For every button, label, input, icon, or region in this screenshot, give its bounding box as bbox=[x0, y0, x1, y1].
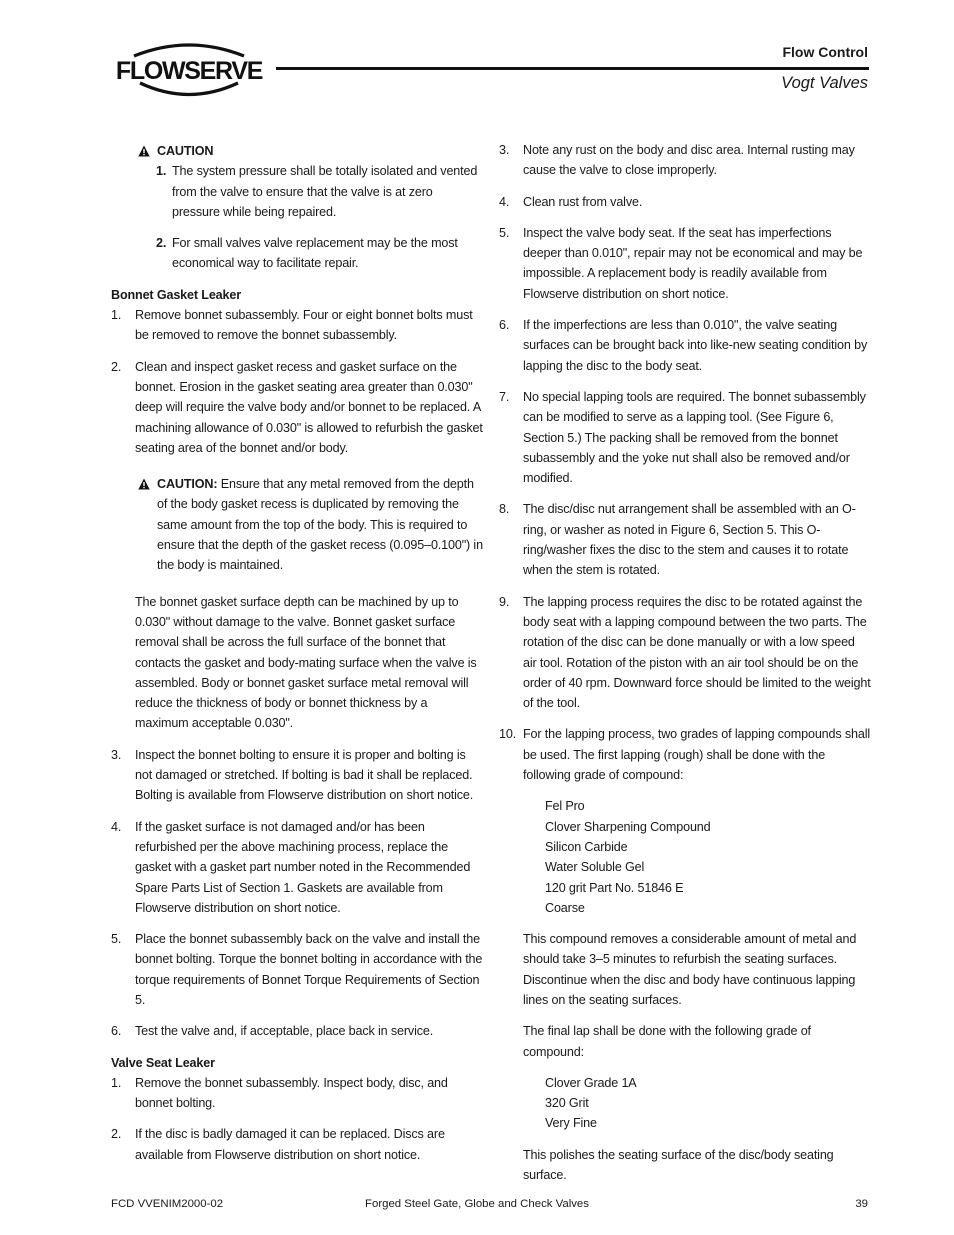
paragraph: The bonnet gasket surface depth can be machined by up to 0.030" without damage to the valve. Bonnet gasket surface removal shall be across the full surface of the bonnet that contacts the gasket and body-mating surface when the valve is assembled. Body or bonnet gasket surface metal removal will reduce the thickness of body or bonnet thickness by a maximum acceptable 0.030". bbox=[135, 594, 477, 731]
list-item: 9. The lapping process requires the disc to be rotated against the body seat with a lapping compound between the two parts. The rotation of the disc can be done manually or with a low speed air tool. Rotation of the piston with an air tool should be on the order of 40 rpm. Downward force should be limited to the weight of the tool. bbox=[499, 594, 871, 711]
list-item: 8. The disc/disc nut arrangement shall be assembled with an O-ring, or washer as noted in Figure 6, Section 5. This O-ring/washer fixes the disc to the stem and causes it to rotate when the stem is rotated. bbox=[499, 502, 856, 578]
list-item: 2. Clean and inspect gasket recess and gasket surface on the bonnet. Erosion in the gasket seating area greater than 0.030" deep will require the valve body and/or bonnet to be replaced. A machining allowance of 0.030" is allowed to refurbish the gasket seating area of the bonnet and/or body. bbox=[111, 359, 483, 455]
warning-icon bbox=[138, 145, 150, 157]
list-item: 7. No special lapping tools are required. The bonnet subassembly can be modified to serve as a lapping tool. (See Figure 6, Section 5.) The packing shall be removed from the bonnet subassembly and the yoke nut shall also be removed and/or modified. bbox=[499, 389, 866, 486]
list-item: 6. Test the valve and, if acceptable, place back in service. bbox=[111, 1024, 434, 1039]
list-item: 4. If the gasket surface is not damaged and/or has been refurbished per the above machining process, replace the gasket with a gasket part number noted in the Recommended Spare Parts List of Section 1. Gaskets are available from Flowserve distribution on short notice. bbox=[111, 819, 471, 915]
footer-doc-code: FCD VVENIM2000-02 bbox=[111, 1198, 224, 1210]
list-item: 5. Inspect the valve body seat. If the seat has imperfections deeper than 0.010", repair may not be economical and may be impossible. A replacement body is readily available from Flowserve distribution on short notice. bbox=[499, 225, 863, 301]
section-heading-bonnet: Bonnet Gasket Leaker bbox=[111, 287, 241, 302]
final-compound-list bbox=[499, 1073, 871, 1134]
left-column bbox=[111, 140, 483, 1165]
warning-icon bbox=[138, 478, 150, 490]
caution-text: Ensure that any metal removed from the depth of the body gasket recess is duplicated by removing the same amount from the top of the body. This is required to ensure that the depth of the gasket recess (0.095–0.100") in the body is maintained. bbox=[157, 477, 483, 573]
list-item: 3. Note any rust on the body and disc area. Internal rusting may cause the valve to close improperly. bbox=[499, 143, 855, 178]
header-division: Flow Control bbox=[782, 44, 868, 60]
list-item: 4. Clean rust from valve. bbox=[499, 194, 643, 209]
list-item: 3. Inspect the bonnet bolting to ensure it is proper and bolting is not damaged or stretched. If bolting is bad it shall be replaced. Bolting is available from Flowserve distribution on short notice. bbox=[111, 747, 474, 803]
compound-line: Clover Sharpening Compound bbox=[545, 819, 711, 834]
list-item: 5. Place the bonnet subassembly back on the valve and install the bonnet bolting. Torque the bonnet bolting in accordance with the torque requirements of Bonnet Torque Requirements of Section 5. bbox=[111, 932, 483, 1007]
compound-line: Very Fine bbox=[545, 1116, 597, 1131]
list-item: 6. If the imperfections are less than 0.010", the valve seating surfaces can be brought back into like-new seating condition by lapping the disc to the body seat. bbox=[499, 318, 868, 373]
caution-item: 2. For small valves valve replacement may be the most economical way to facilitate repair. bbox=[156, 236, 458, 271]
compound-line: Coarse bbox=[545, 900, 585, 915]
list-item: 2. If the disc is badly damaged it can be replaced. Discs are available from Flowserve distribution on short notice. bbox=[111, 1127, 445, 1162]
compound-line: Fel Pro bbox=[545, 799, 585, 814]
list-item: 1. Remove the bonnet subassembly. Inspect body, disc, and bonnet bolting. bbox=[111, 1075, 448, 1111]
compound-line: Water Soluble Gel bbox=[545, 860, 645, 875]
flowserve-logo bbox=[110, 40, 268, 102]
header-brand: Vogt Valves bbox=[781, 74, 868, 92]
paragraph: The final lap shall be done with the following grade of compound: bbox=[523, 1024, 811, 1059]
paragraph: This compound removes a considerable amount of metal and should take 3–5 minutes to refurbish the seating surfaces. Discontinue when the disc and body have continuous lapping lines on the seating surfaces. bbox=[523, 932, 857, 1007]
compound-line: Clover Grade 1A bbox=[545, 1075, 637, 1090]
footer-title: Forged Steel Gate, Globe and Check Valves bbox=[365, 1198, 589, 1210]
caution-label: CAUTION: bbox=[157, 477, 218, 492]
inline-caution bbox=[111, 474, 483, 575]
logo-text: FLOWSERVE bbox=[115, 57, 263, 85]
compound-line: Silicon Carbide bbox=[545, 839, 628, 854]
list-item: 10. For the lapping process, two grades of lapping compounds shall be used. The first lapping (rough) shall be done with the following grade of compound: bbox=[499, 727, 871, 783]
compound-line: 320 Grit bbox=[545, 1096, 589, 1111]
paragraph: This polishes the seating surface of the disc/body seating surface. bbox=[523, 1147, 834, 1183]
caution-title: CAUTION bbox=[157, 144, 214, 158]
caution-heading bbox=[111, 141, 483, 161]
list-item: 1. Remove bonnet subassembly. Four or eight bonnet bolts must be removed to remove the bonnet subassembly. bbox=[111, 308, 473, 343]
page-number: 39 bbox=[855, 1198, 868, 1210]
right-column bbox=[499, 140, 871, 1185]
rough-compound-list bbox=[499, 796, 871, 918]
section-heading-seat: Valve Seat Leaker bbox=[111, 1055, 215, 1070]
caution-item: 1. The system pressure shall be totally isolated and vented from the valve to ensure that the valve is at zero pressure while being repaired. bbox=[156, 164, 478, 219]
compound-line: 120 grit Part No. 51846 E bbox=[545, 880, 684, 895]
header-rule bbox=[276, 67, 869, 70]
